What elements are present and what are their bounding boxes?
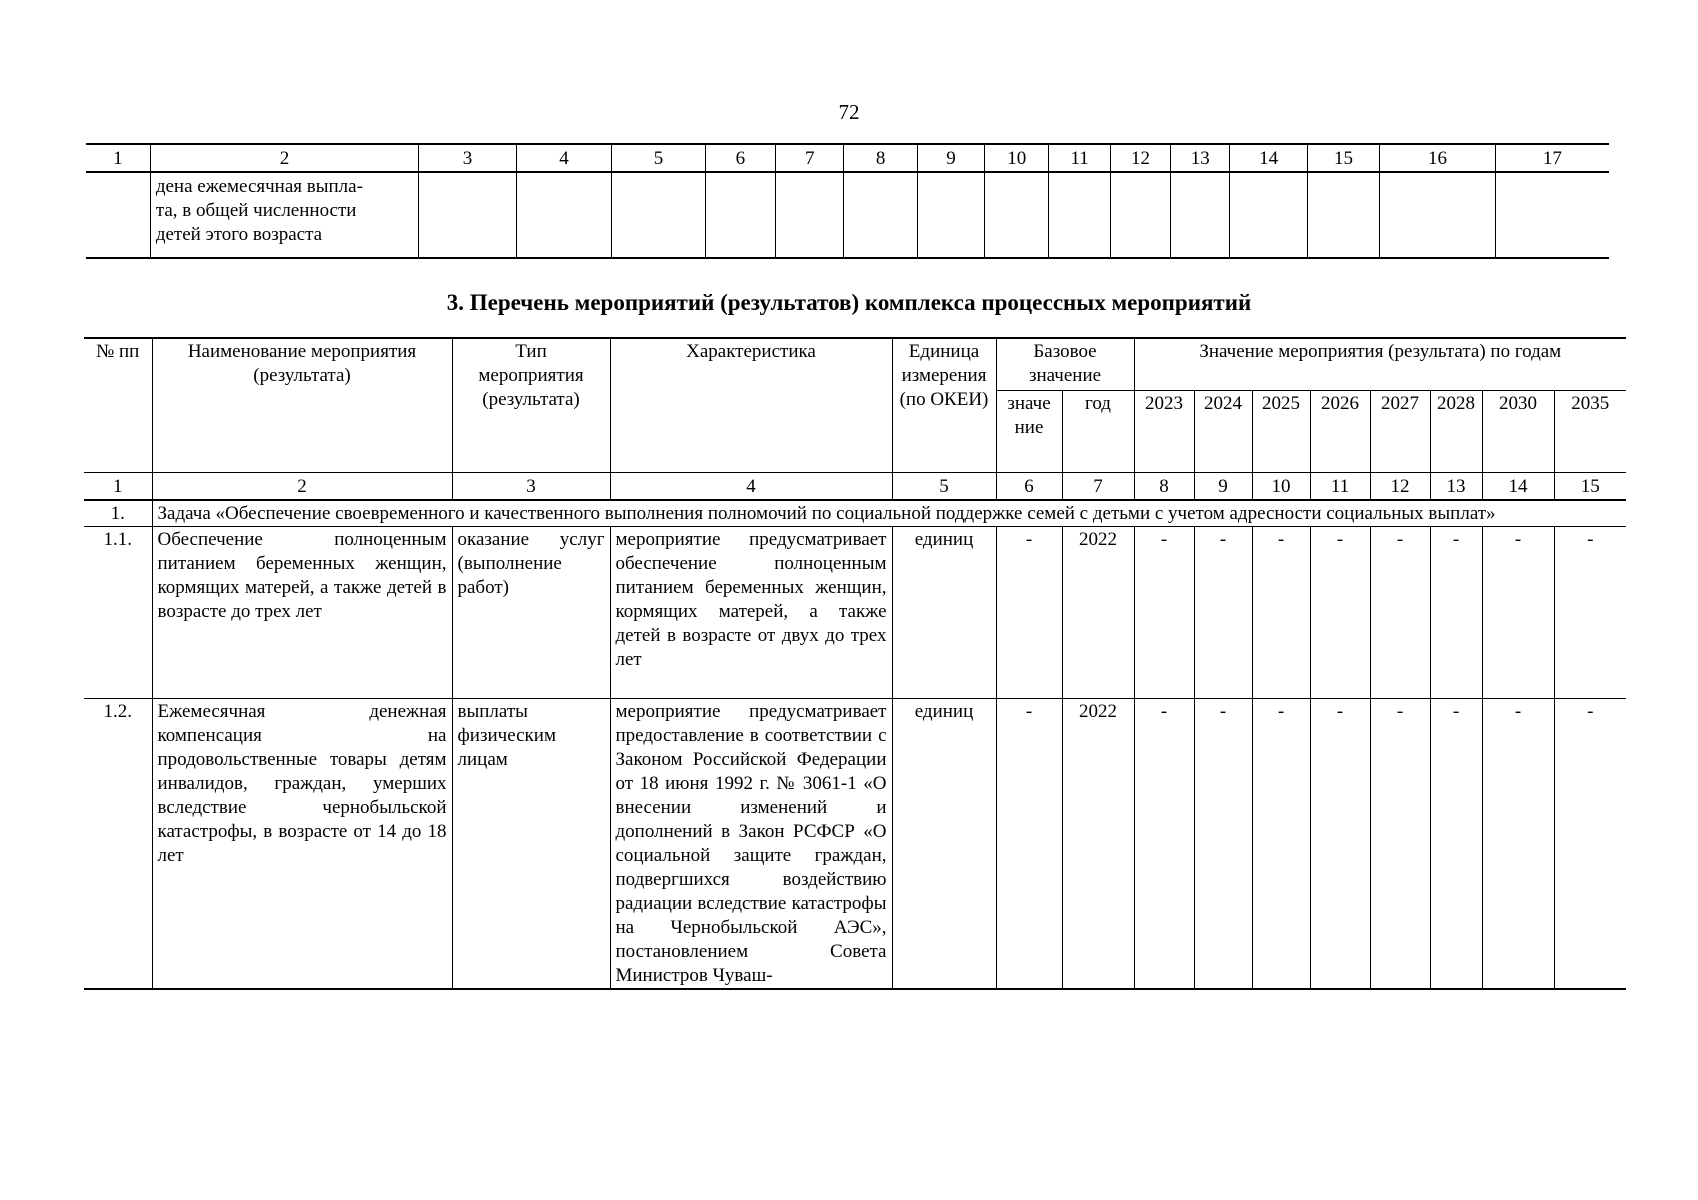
column-number: 15 — [1554, 473, 1626, 501]
header-name: Наименование мероприятия (результата) — [152, 338, 452, 473]
header-base-year: год — [1062, 391, 1134, 473]
row-base-value: - — [996, 527, 1062, 699]
row-num: 1.2. — [84, 699, 152, 990]
header-type: Тип мероприятия (результата) — [452, 338, 610, 473]
row-year-value: - — [1252, 699, 1310, 990]
text-line: дена ежемесячная выпла- — [155, 176, 363, 197]
header-num: № пп — [84, 338, 152, 473]
continuation-row — [86, 172, 1609, 258]
page-number: 72 — [838, 100, 860, 124]
continuation-text — [150, 172, 418, 258]
column-number: 6 — [705, 144, 775, 172]
header-unit: Единица измерения (по ОКЕИ) — [892, 338, 996, 473]
column-number: 8 — [1134, 473, 1194, 501]
column-number-row — [86, 144, 1609, 172]
row-year-value: - — [1134, 527, 1194, 699]
column-number: 6 — [996, 473, 1062, 501]
task-row — [84, 500, 1626, 527]
text-line: та, в общей численности — [155, 200, 357, 221]
header-characteristic: Характеристика — [610, 338, 892, 473]
column-number: 10 — [1252, 473, 1310, 501]
task-num: 1. — [84, 500, 152, 527]
header-base-value: значение — [996, 391, 1062, 473]
header-year: 2026 — [1310, 391, 1370, 473]
header-year: 2027 — [1370, 391, 1430, 473]
table-row — [84, 527, 1626, 699]
header-year: 2030 — [1482, 391, 1554, 473]
column-number: 7 — [776, 144, 844, 172]
row-year-value: - — [1482, 699, 1554, 990]
row-year-value: - — [1554, 527, 1626, 699]
column-number: 1 — [86, 144, 150, 172]
text-line: детей этого возраста — [155, 224, 323, 245]
column-number: 14 — [1482, 473, 1554, 501]
column-number: 3 — [419, 144, 517, 172]
header-row — [84, 338, 1626, 391]
row-base-year: 2022 — [1062, 527, 1134, 699]
column-number-row — [84, 473, 1626, 501]
column-number: 1 — [84, 473, 152, 501]
row-characteristic: мероприятие предусматривает предоставление в соответствии с Законом Российской Федерации от 18 июня 1992 г. № 3061-1 «О внесении изменений и дополнений в Закон РСФСР «О социальной защите граждан, подвергшихся воздействию радиации вследствие катастрофы на Чернобыльской АЭС», постановлением Совета Министров Чуваш- — [610, 699, 892, 990]
row-year-value: - — [1310, 527, 1370, 699]
header-year: 2024 — [1194, 391, 1252, 473]
task-text: Задача «Обеспечение своевременного и качественного выполнения полномочий по социальной поддержке семей с детьми с учетом адресности социальных выплат» — [152, 500, 1626, 527]
row-year-value: - — [1370, 699, 1430, 990]
column-number: 5 — [612, 144, 705, 172]
row-name: Обеспечение полноценным питанием беременных женщин, кормящих матерей, а также детей в возрасте до трех лет — [152, 527, 452, 699]
column-number: 12 — [1370, 473, 1430, 501]
column-number: 7 — [1062, 473, 1134, 501]
section-heading: 3. Перечень мероприятий (результатов) комплекса процессных мероприятий — [446, 290, 1252, 315]
row-type: оказание услуг (выполнение работ) — [452, 527, 610, 699]
column-number: 4 — [610, 473, 892, 501]
column-number: 2 — [152, 473, 452, 501]
continuation-table — [86, 143, 1609, 259]
row-year-value: - — [1194, 699, 1252, 990]
column-number: 10 — [985, 144, 1049, 172]
header-year: 2035 — [1554, 391, 1626, 473]
row-base-value: - — [996, 699, 1062, 990]
column-number: 9 — [917, 144, 984, 172]
row-year-value: - — [1194, 527, 1252, 699]
row-year-value: - — [1482, 527, 1554, 699]
header-values-by-year: Значение мероприятия (результата) по годам — [1134, 338, 1626, 391]
row-unit: единиц — [892, 527, 996, 699]
table-row — [84, 699, 1626, 990]
column-number: 5 — [892, 473, 996, 501]
column-number: 2 — [150, 144, 418, 172]
column-number: 13 — [1171, 144, 1230, 172]
row-base-year: 2022 — [1062, 699, 1134, 990]
row-name: Ежемесячная денежная компенсация на продовольственные товары детям инвалидов, граждан, умерших вследствие чернобыльской катастрофы, в возрасте от 14 до 18 лет — [152, 699, 452, 990]
row-year-value: - — [1134, 699, 1194, 990]
column-number: 14 — [1230, 144, 1307, 172]
header-year: 2028 — [1430, 391, 1482, 473]
header-year: 2023 — [1134, 391, 1194, 473]
measures-table — [84, 337, 1626, 990]
column-number: 16 — [1380, 144, 1496, 172]
column-number: 4 — [516, 144, 612, 172]
row-characteristic: мероприятие предусматривает обеспечение полноценным питанием беременных женщин, кормящих матерей, а также детей в возрасте от двух до трех лет — [610, 527, 892, 699]
row-year-value: - — [1554, 699, 1626, 990]
row-unit: единиц — [892, 699, 996, 990]
row-year-value: - — [1430, 699, 1482, 990]
column-number: 3 — [452, 473, 610, 501]
column-number: 17 — [1495, 144, 1609, 172]
row-year-value: - — [1430, 527, 1482, 699]
row-type: выплаты физическим лицам — [452, 699, 610, 990]
header-year: 2025 — [1252, 391, 1310, 473]
row-year-value: - — [1370, 527, 1430, 699]
column-number: 11 — [1049, 144, 1110, 172]
column-number: 11 — [1310, 473, 1370, 501]
row-year-value: - — [1310, 699, 1370, 990]
column-number: 8 — [844, 144, 917, 172]
column-number: 15 — [1307, 144, 1379, 172]
row-num: 1.1. — [84, 527, 152, 699]
row-year-value: - — [1252, 527, 1310, 699]
column-number: 12 — [1110, 144, 1170, 172]
column-number: 9 — [1194, 473, 1252, 501]
header-base: Базовое значение — [996, 338, 1134, 391]
column-number: 13 — [1430, 473, 1482, 501]
